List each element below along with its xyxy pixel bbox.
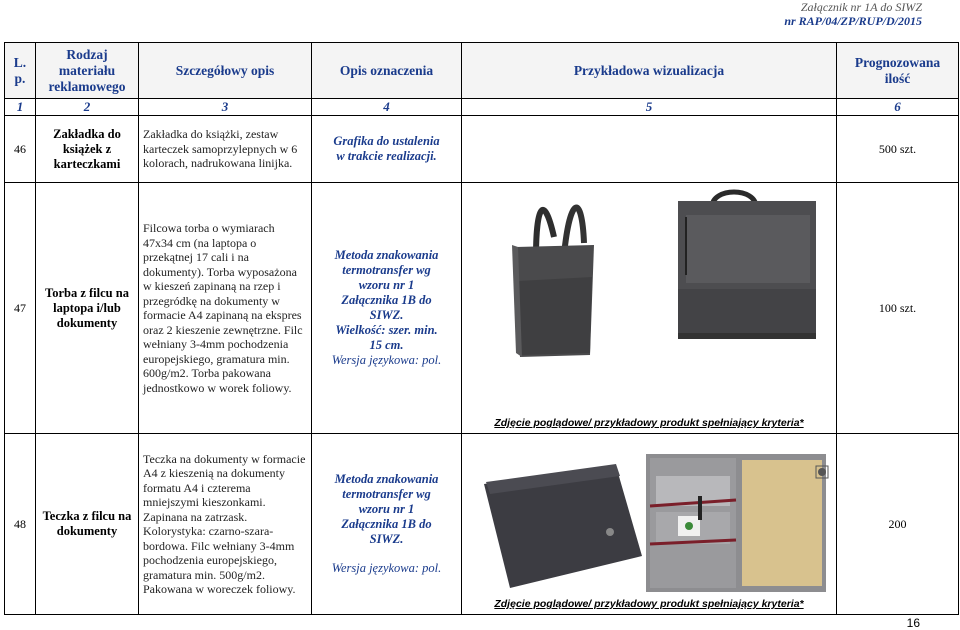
marking-line: Załącznika 1B do: [341, 293, 432, 307]
table-row: [5, 434, 959, 615]
row-visualization: [462, 116, 837, 183]
row-quantity: 100 szt.: [837, 183, 959, 434]
marking-line: SIWZ.: [369, 532, 404, 546]
marking-line: termotransfer wg: [342, 487, 431, 501]
row-material: Zakładka do książek z karteczkami: [36, 116, 139, 183]
col-header-visualization: Przykładowa wizualizacja: [462, 43, 837, 99]
marking-line: Metoda znakowania: [334, 248, 439, 262]
col-header-marking: Opis oznaczenia: [312, 43, 462, 99]
col-number: 3: [139, 99, 312, 116]
col-header-lp: L. p.: [5, 43, 36, 99]
col-number: 5: [462, 99, 837, 116]
marking-line: Metoda znakowania: [334, 472, 439, 486]
felt-folder-photo: [466, 436, 841, 612]
felt-folder-closed-image: [484, 464, 642, 588]
row-quantity: 500 szt.: [837, 116, 959, 183]
col-header-description: Szczegółowy opis: [139, 43, 312, 99]
marking-line: wzoru nr 1: [358, 502, 415, 516]
felt-bag-open-image: [678, 192, 816, 339]
marking-line: w trakcie realizacji.: [336, 149, 437, 163]
row-material: Teczka z filcu na dokumenty: [36, 434, 139, 615]
specification-table: [4, 42, 959, 615]
col-number: 1: [5, 99, 36, 116]
page-header: [784, 0, 922, 28]
reference-number: nr RAP/04/ZP/RUP/D/2015: [784, 14, 922, 28]
row-description: Zakładka do książki, zestaw karteczek samoprzylepnych w 6 kolorach, nadrukowana linijka.: [139, 116, 312, 183]
marking-language: Wersja językowa: pol.: [331, 561, 442, 575]
col-header-material: Rodzaj materiału reklamowego: [36, 43, 139, 99]
row-marking: [312, 183, 462, 434]
annex-label: Załącznik nr 1A do SIWZ: [800, 0, 922, 14]
col-number: 2: [36, 99, 139, 116]
marking-language: Wersja językowa: pol.: [331, 353, 442, 367]
felt-bag-photo: [466, 185, 841, 431]
table-row: [5, 116, 959, 183]
row-marking: [312, 434, 462, 615]
row-lp: 46: [5, 116, 36, 183]
column-number-row: [5, 99, 959, 116]
marking-line: termotransfer wg: [342, 263, 431, 277]
col-number: 6: [837, 99, 959, 116]
marking-line: wzoru nr 1: [358, 278, 415, 292]
marking-line: Wielkość: szer. min.: [335, 323, 438, 337]
felt-folder-open-image: [646, 454, 828, 592]
photo-caption: Zdjęcie poglądowe/ przykładowy produkt spełniający kryteria*: [494, 598, 804, 610]
marking-line: 15 cm.: [369, 338, 404, 352]
row-visualization: [462, 434, 837, 615]
page-number: 16: [906, 616, 920, 630]
row-visualization: [462, 183, 837, 434]
table-row: [5, 183, 959, 434]
marking-line: SIWZ.: [369, 308, 404, 322]
row-quantity: 200: [837, 434, 959, 615]
row-lp: 47: [5, 183, 36, 434]
col-number: 4: [312, 99, 462, 116]
felt-bag-side-image: [512, 208, 594, 357]
row-description: Filcowa torba o wymiarach 47x34 cm (na laptopa o przekątnej 17 cali i na dokumenty). Torba wyposażona w kieszeń zapinaną na rzep i przegródkę na dokumenty w formacie A4 zapinaną na ekspres oraz 2 kieszenie zewnętrzne. Filc wełniany 3-4mm pochodzenia europejskiego, gramatura min. 600g/m2. Torba pakowana jednostkowo w worek foliowy.: [139, 183, 312, 434]
header-row: [5, 43, 959, 99]
marking-line: Grafika do ustalenia: [333, 134, 440, 148]
row-description: Teczka na dokumenty w formacie A4 z kieszenią na dokumenty formatu A4 i czterema mniejszymi kieszonkami. Zapinana na zatrzask. Kolorystyka: czarno-szara-bordowa. Filc wełniany 3-4mm pochodzenia europejskiego, gramatura min. 500g/m2. Pakowana w woreczek foliowy.: [139, 434, 312, 615]
col-header-quantity: Prognozowana ilość: [837, 43, 959, 99]
marking-line: Załącznika 1B do: [341, 517, 432, 531]
row-marking: [312, 116, 462, 183]
row-material: Torba z filcu na laptopa i/lub dokumenty: [36, 183, 139, 434]
row-lp: 48: [5, 434, 36, 615]
photo-caption: Zdjęcie poglądowe/ przykładowy produkt spełniający kryteria*: [494, 417, 804, 429]
